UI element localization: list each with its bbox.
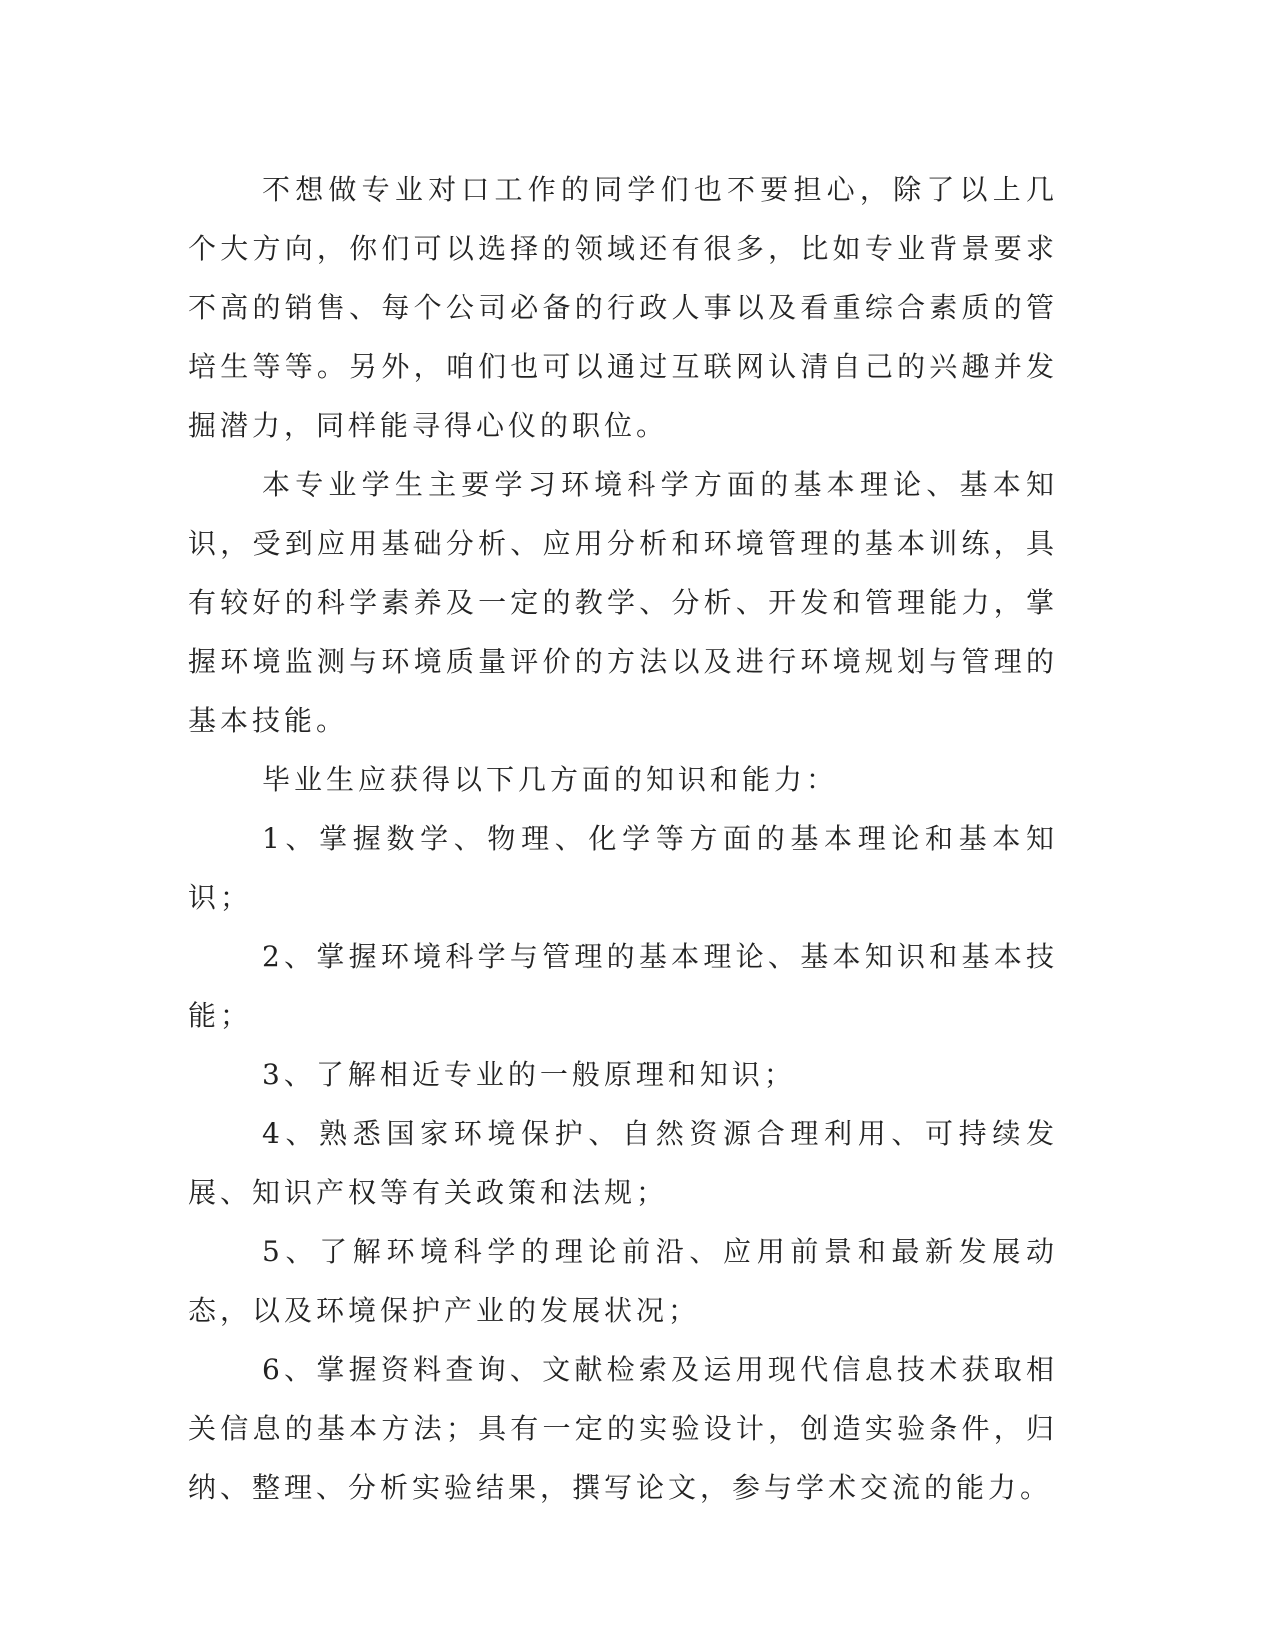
list-item: 4、熟悉国家环境保护、自然资源合理利用、可持续发展、知识产权等有关政策和法规； <box>188 1117 1058 1209</box>
list-item: 5、了解环境科学的理论前沿、应用前景和最新发展动态，以及环境保护产业的发展状况； <box>188 1235 1058 1327</box>
list-item: 2、掌握环境科学与管理的基本理论、基本知识和基本技能； <box>188 940 1058 1032</box>
list-item: 6、掌握资料查询、文献检索及运用现代信息技术获取相关信息的基本方法；具有一定的实验设计，创造实验条件，归纳、整理、分析实验结果，撰写论文，参与学术交流的能力。 <box>188 1353 1058 1504</box>
list-item: 1、掌握数学、物理、化学等方面的基本理论和基本知识； <box>188 822 1058 914</box>
document-body <box>188 160 1058 1517</box>
paragraph-career-options: 不想做专业对口工作的同学们也不要担心，除了以上几个大方向，你们可以选择的领域还有很多，比如专业背景要求不高的销售、每个公司必备的行政人事以及看重综合素质的管培生等等。另外，咱们也可以通过互联网认清自己的兴趣并发掘潜力，同样能寻得心仪的职位。 <box>188 173 1058 442</box>
paragraph-abilities-intro: 毕业生应获得以下几方面的知识和能力： <box>262 763 839 796</box>
paragraph-major-overview: 本专业学生主要学习环境科学方面的基本理论、基本知识，受到应用基础分析、应用分析和环境管理的基本训练，具有较好的科学素养及一定的教学、分析、开发和管理能力，掌握环境监测与环境质量评价的方法以及进行环境规划与管理的基本技能。 <box>188 468 1058 737</box>
list-item: 3、了解相近专业的一般原理和知识； <box>262 1058 796 1091</box>
